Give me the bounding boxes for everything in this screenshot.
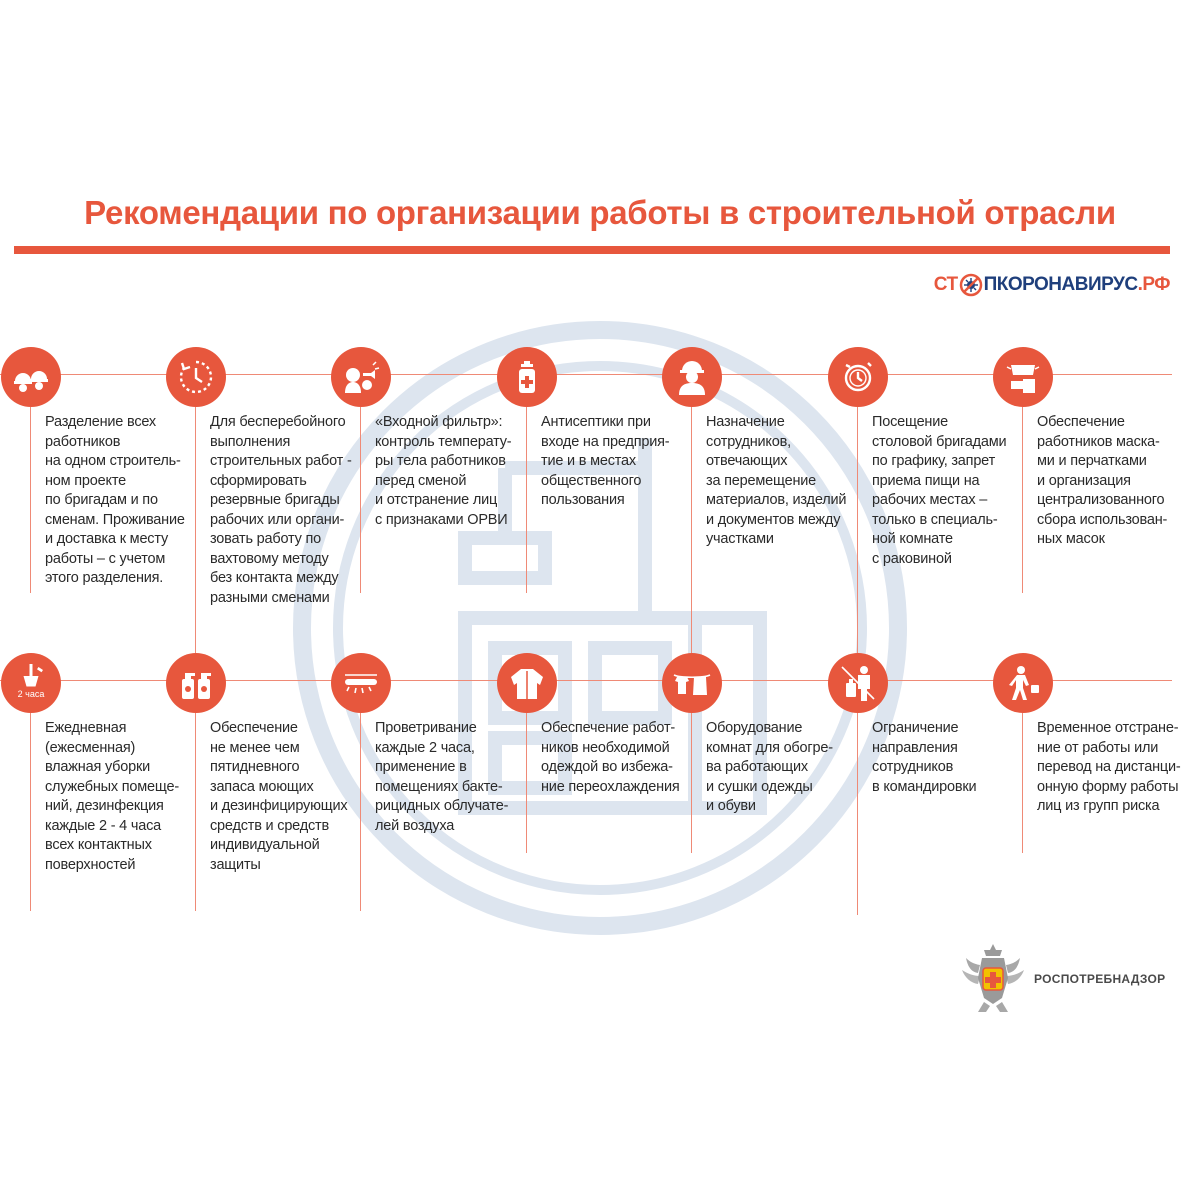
spray-bottles-icon [166,653,226,713]
uv-lamp-icon [331,653,391,713]
item-divider [30,407,31,593]
item-divider [526,407,527,593]
cleaning-icon [1,653,61,713]
watermark-logo [290,318,910,938]
item-text: Оборудование комнат для обогре- ва работающих и сушки одежды и обуви [706,720,833,814]
org-name: РОСПОТРЕБНАДЗОР [1034,972,1166,986]
stopcoronavirus-logo [934,272,1170,298]
brand-part-3: .РФ [1137,274,1170,295]
title-underline [14,246,1170,254]
item-divider [526,713,527,853]
brand-part-2: ПКОРОНАВИРУС [983,274,1138,295]
item-divider [691,407,692,653]
page-title: Рекомендации по организации работы в строительной отрасли [84,194,1116,231]
item-divider [30,713,31,911]
clock-rotation-icon [166,347,226,407]
item-text: Обеспечение не менее чем пятидневного запаса моющих и дезинфицирующих средств и средств индивидуальной защиты [210,720,348,873]
item-divider [360,713,361,911]
no-travel-icon [828,653,888,713]
item-divider [1022,713,1023,853]
item-text: Обеспечение работников маска- ми и перчатками и организация централизованного сбора использован- ных масок [1037,414,1168,547]
helmets-icon [1,347,61,407]
worker-icon [662,347,722,407]
icon-label: 2 часа [17,689,45,699]
clock-schedule-icon [828,347,888,407]
jacket-icon [497,653,557,713]
item-text: Назначение сотрудников, отвечающих за перемещение материалов, изделий и документов между участками [706,414,847,547]
item-text: Временное отстране- ние от работы или перевод на дистанци- онную форму работы лиц из групп риска [1037,720,1181,814]
item-divider [360,407,361,593]
item-divider [691,713,692,853]
drying-clothes-icon [662,653,722,713]
item-text: Разделение всех работников на одном строитель- ном проекте по бригадам и по сменам. Проживание и доставка к месту работы – с учетом этого разделения. [45,414,185,586]
item-divider [195,407,196,653]
temperature-check-icon [331,347,391,407]
item-text: Ограничение направления сотрудников в командировки [872,720,977,795]
item-text: Для бесперебойного выполнения строительных работ - сформировать резервные бригады рабочих или органи- зовать работу по вахтовому методу без контакта между разными сменами [210,414,352,606]
eagle-emblem-icon [958,940,1028,1018]
item-text: Ежедневная (ежесменная) влажная уборки служебных помеще- ний, дезинфекция каждые 2 - 4 часа всех контактных поверхностей [45,720,179,873]
item-text: Антисептики при входе на предприя- тие и в местах общественного пользования [541,414,670,508]
item-text: «Входной фильтр»: контроль температу- ры тела работников перед сменой и отстранение лиц с признаками ОРВИ [375,414,512,528]
item-text: Проветривание каждые 2 часа, применение в помещениях бакте- рицидных облучате- лей воздуха [375,720,509,834]
remote-work-icon [993,653,1053,713]
item-text: Обеспечение работ- ников необходимой одеждой во избежа- ние переохлаждения [541,720,680,795]
item-divider [1022,407,1023,593]
item-divider [195,713,196,911]
item-divider [857,713,858,915]
antiseptic-bottle-icon [497,347,557,407]
mask-gloves-icon [993,347,1053,407]
item-divider [857,407,858,653]
rospotrebnadzor-logo [958,940,1165,1018]
brand-part-1: СТ [933,274,958,295]
virus-stop-icon [959,273,983,297]
item-text: Посещение столовой бригадами по графику, запрет приема пищи на рабочих местах – только в специаль- ной комнате с раковиной [872,414,1007,567]
